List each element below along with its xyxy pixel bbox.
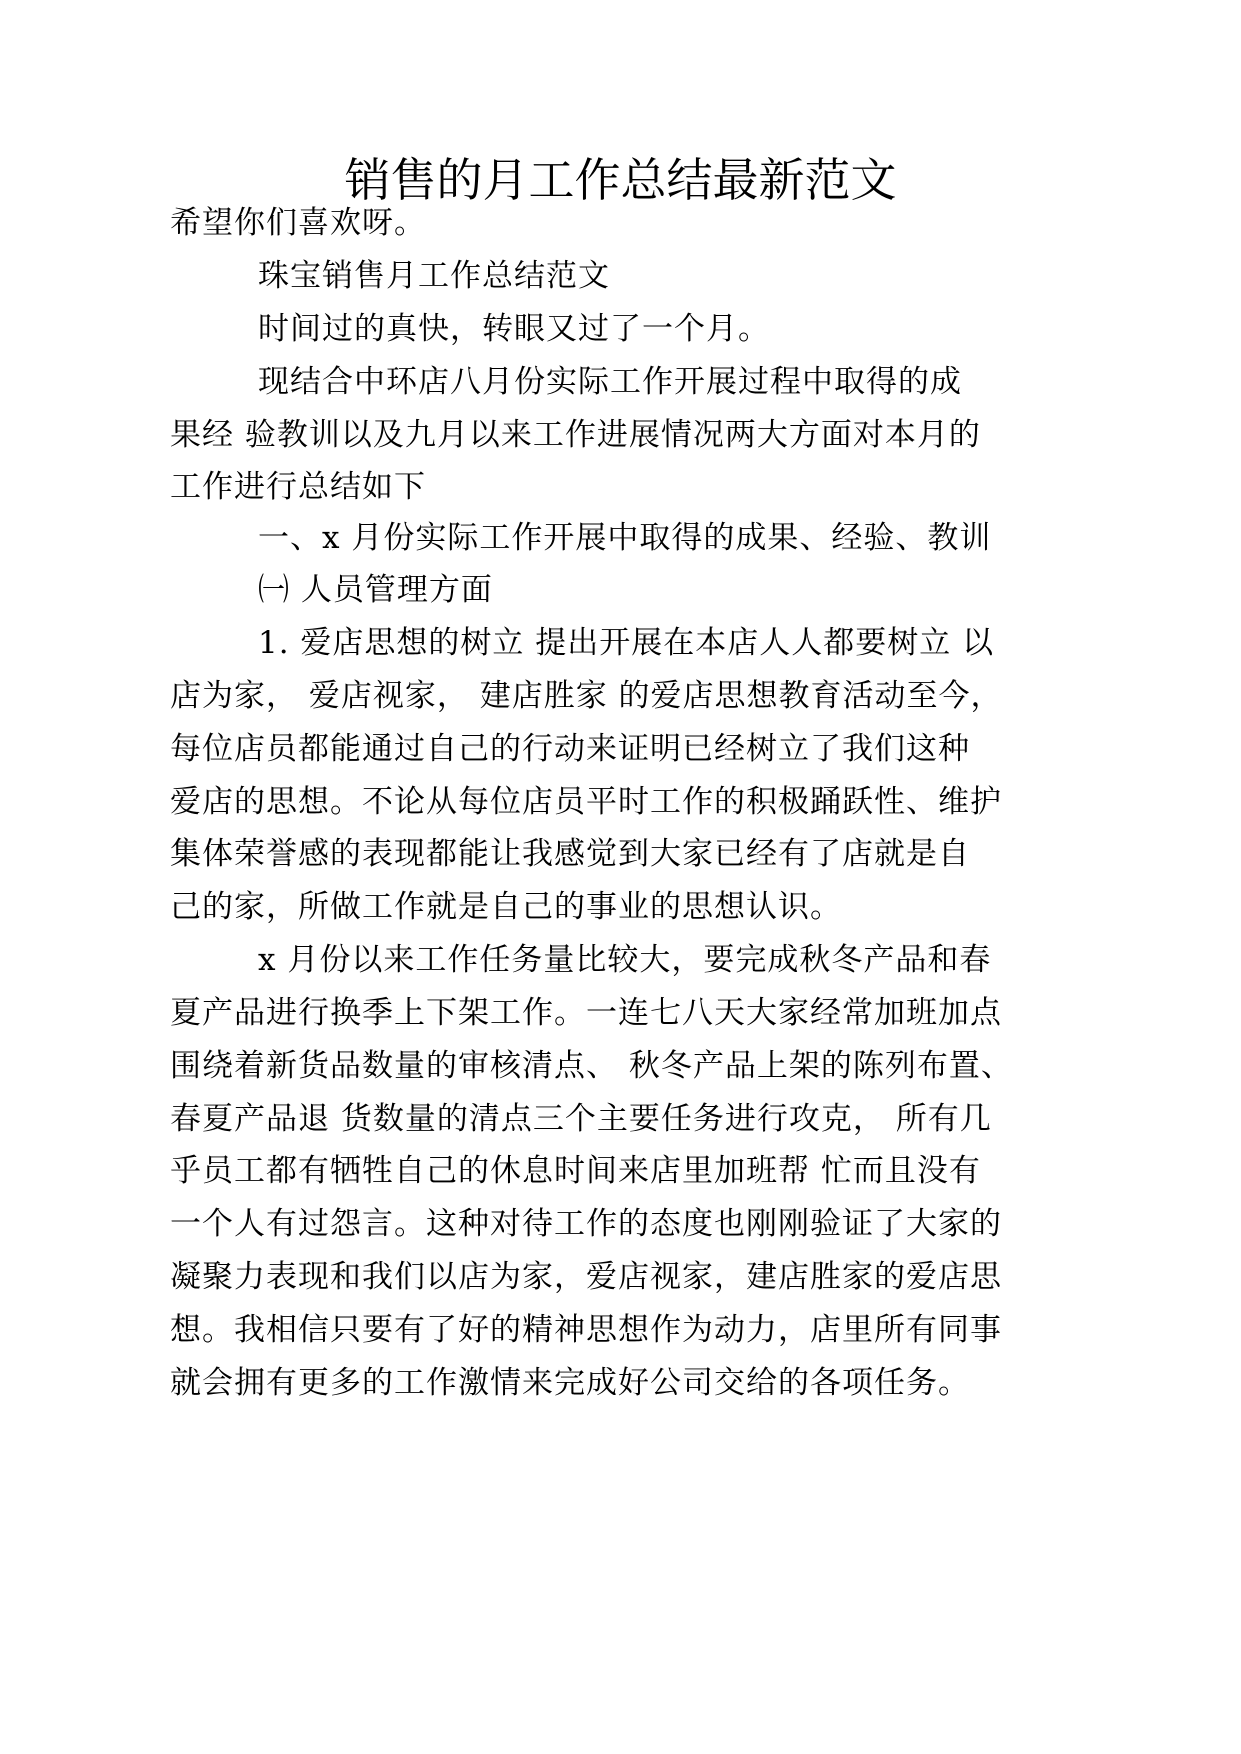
text-line: 围绕着新货品数量的审核清点、 秋冬产品上架的陈列布置、 <box>170 1048 1013 1084</box>
text-line: 现结合中环店八月份实际工作开展过程中取得的成 <box>258 364 962 400</box>
text-line: 爱店的思想。不论从每位店员平时工作的积极踊跃性、维护 <box>170 784 1002 820</box>
text-line: 乎员工都有牺牲自己的休息时间来店里加班帮 忙而且没有 <box>170 1153 981 1189</box>
text-line: x 月份以来工作任务量比较大，要完成秋冬产品和春 <box>258 942 992 978</box>
text-line: 想。我相信只要有了好的精神思想作为动力，店里所有同事 <box>170 1312 1002 1348</box>
text-line: 凝聚力表现和我们以店为家，爱店视家，建店胜家的爱店思 <box>170 1259 1002 1295</box>
text-line: 希望你们喜欢呀。 <box>170 205 426 241</box>
text-line: 店为家， 爱店视家， 建店胜家 的爱店思想教育活动至今， <box>170 678 1003 714</box>
text-line: ㈠ 人员管理方面 <box>258 572 493 608</box>
text-line: 果经 验教训以及九月以来工作进展情况两大方面对本月的 <box>170 417 981 453</box>
text-line: 每位店员都能通过自己的行动来证明已经树立了我们这种 <box>170 731 970 767</box>
text-line: 集体荣誉感的表现都能让我感觉到大家已经有了店就是自 <box>170 836 970 872</box>
document-title: 销售的月工作总结最新范文 <box>344 153 897 207</box>
text-line: 春夏产品退 货数量的清点三个主要任务进行攻克， 所有几 <box>170 1101 992 1137</box>
text-line: 1. 爱店思想的树立 提出开展在本店人人都要树立 以 <box>258 625 995 661</box>
text-line: 就会拥有更多的工作激情来完成好公司交给的各项任务。 <box>170 1365 970 1401</box>
text-line: 一、x 月份实际工作开展中取得的成果、经验、教训 <box>258 520 992 556</box>
text-line: 时间过的真快，转眼又过了一个月。 <box>258 311 770 347</box>
text-line: 一个人有过怨言。这种对待工作的态度也刚刚验证了大家的 <box>170 1206 1002 1242</box>
text-line: 己的家，所做工作就是自己的事业的思想认识。 <box>170 889 842 925</box>
text-line: 夏产品进行换季上下架工作。一连七八天大家经常加班加点 <box>170 995 1002 1031</box>
text-line: 珠宝销售月工作总结范文 <box>258 258 610 294</box>
text-line: 工作进行总结如下 <box>170 469 426 505</box>
